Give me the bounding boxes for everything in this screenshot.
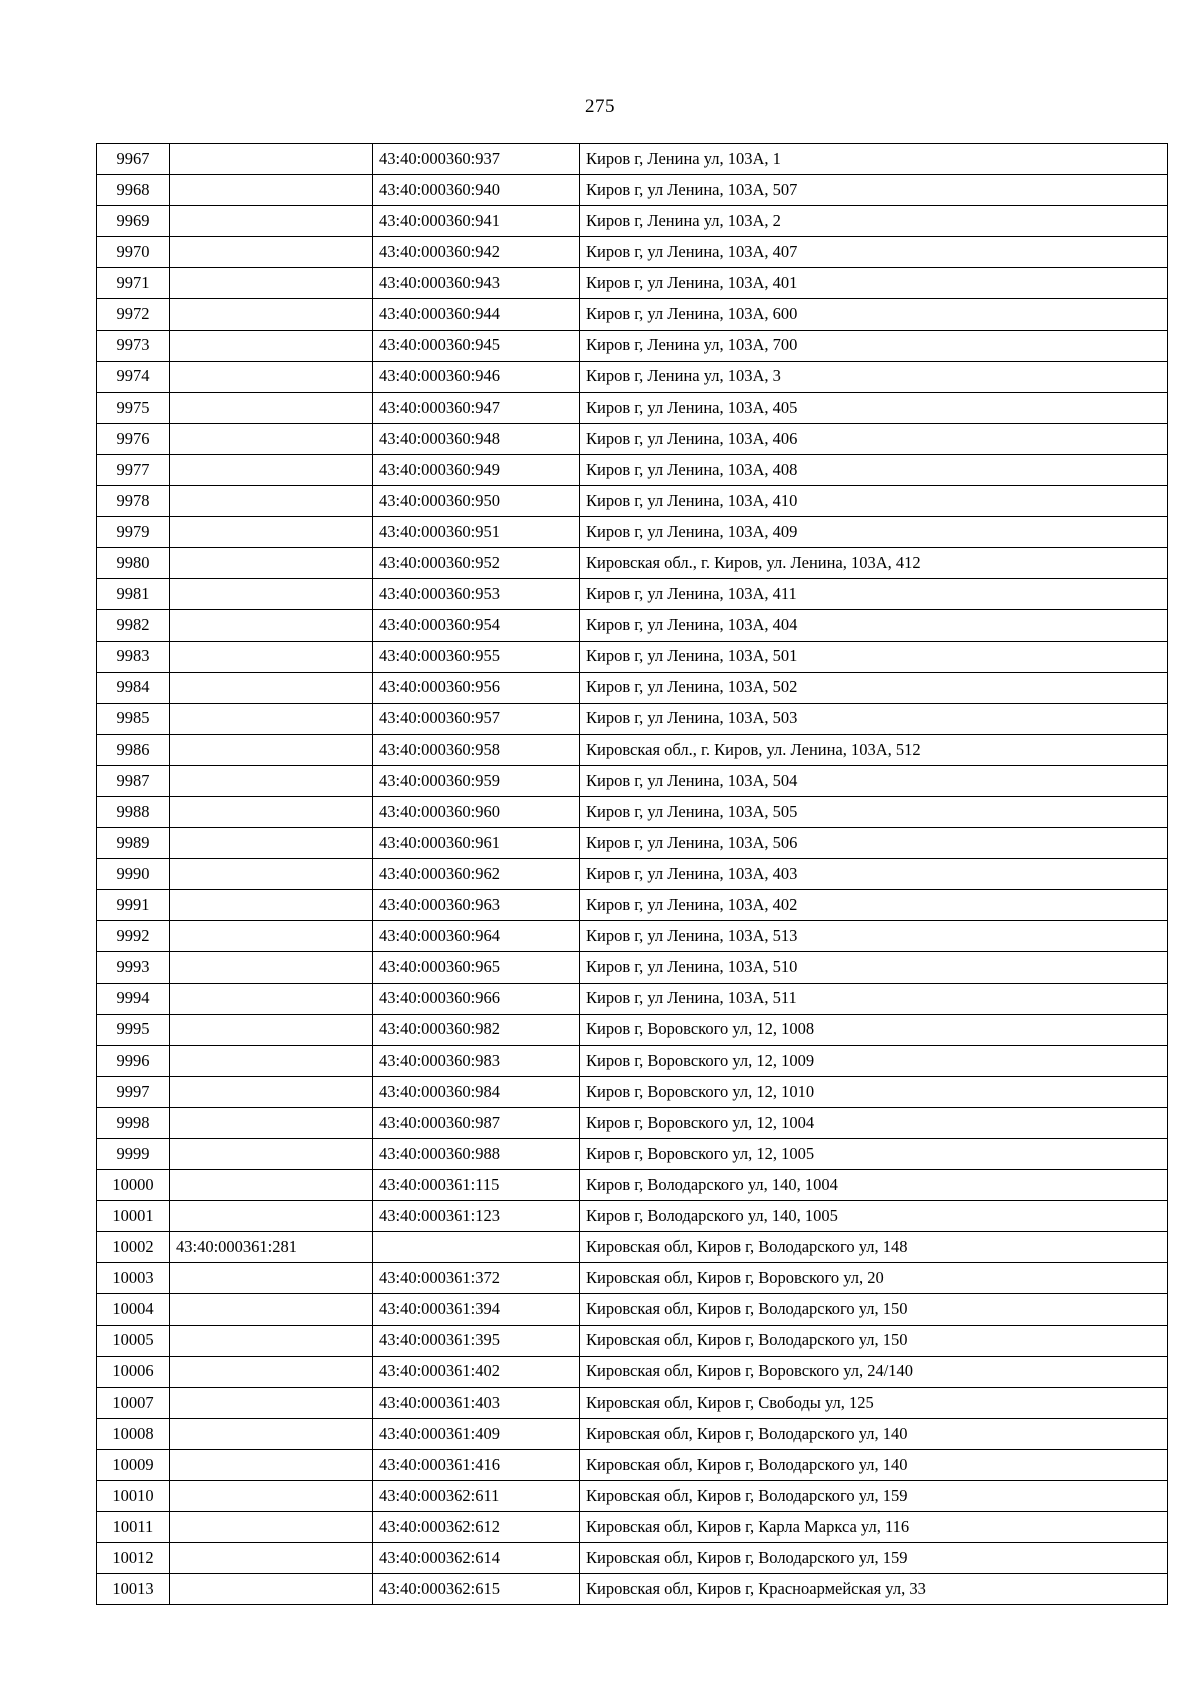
cadastral-number-b-cell: 43:40:000360:944 — [373, 299, 580, 330]
cadastral-number-a-cell — [170, 796, 373, 827]
row-number-cell: 9967 — [97, 144, 170, 175]
table-row — [97, 1139, 1168, 1170]
table-row — [97, 610, 1168, 641]
table-row — [97, 579, 1168, 610]
row-number-cell: 9977 — [97, 454, 170, 485]
address-cell: Киров г, ул Ленина, 103А, 410 — [580, 486, 1168, 517]
row-number-cell: 10011 — [97, 1512, 170, 1543]
cadastral-number-a-cell — [170, 423, 373, 454]
address-cell: Кировская обл, Киров г, Воровского ул, 24/140 — [580, 1356, 1168, 1387]
row-number-cell: 10006 — [97, 1356, 170, 1387]
table-row — [97, 1356, 1168, 1387]
row-number-cell: 10008 — [97, 1418, 170, 1449]
cadastral-number-b-cell: 43:40:000362:612 — [373, 1512, 580, 1543]
address-cell: Киров г, ул Ленина, 103А, 510 — [580, 952, 1168, 983]
cadastral-number-a-cell — [170, 890, 373, 921]
table-row — [97, 734, 1168, 765]
row-number-cell: 9971 — [97, 268, 170, 299]
cadastral-number-a-cell — [170, 1076, 373, 1107]
row-number-cell: 9969 — [97, 206, 170, 237]
table-row — [97, 175, 1168, 206]
cadastral-number-b-cell: 43:40:000360:947 — [373, 392, 580, 423]
table-row — [97, 361, 1168, 392]
row-number-cell: 9986 — [97, 734, 170, 765]
address-cell: Киров г, ул Ленина, 103А, 404 — [580, 610, 1168, 641]
address-cell: Киров г, ул Ленина, 103А, 405 — [580, 392, 1168, 423]
address-cell: Киров г, Ленина ул, 103А, 700 — [580, 330, 1168, 361]
cadastral-number-a-cell — [170, 921, 373, 952]
address-cell: Киров г, Воровского ул, 12, 1004 — [580, 1107, 1168, 1138]
cadastral-number-a-cell — [170, 1325, 373, 1356]
cadastral-number-b-cell: 43:40:000360:957 — [373, 703, 580, 734]
address-cell: Кировская обл, Киров г, Володарского ул, 148 — [580, 1232, 1168, 1263]
cadastral-number-a-cell — [170, 1387, 373, 1418]
cadastral-number-a-cell — [170, 1574, 373, 1605]
table-row — [97, 144, 1168, 175]
row-number-cell: 9995 — [97, 1014, 170, 1045]
cadastral-number-a-cell — [170, 517, 373, 548]
address-cell: Киров г, ул Ленина, 103А, 402 — [580, 890, 1168, 921]
cadastral-number-b-cell: 43:40:000360:945 — [373, 330, 580, 361]
cadastral-number-b-cell: 43:40:000360:943 — [373, 268, 580, 299]
table-row — [97, 330, 1168, 361]
row-number-cell: 9981 — [97, 579, 170, 610]
cadastral-number-b-cell: 43:40:000360:950 — [373, 486, 580, 517]
cadastral-number-b-cell: 43:40:000360:965 — [373, 952, 580, 983]
cadastral-number-a-cell: 43:40:000361:281 — [170, 1232, 373, 1263]
table-row — [97, 859, 1168, 890]
address-cell: Киров г, ул Ленина, 103А, 403 — [580, 859, 1168, 890]
row-number-cell: 10002 — [97, 1232, 170, 1263]
cadastral-number-a-cell — [170, 672, 373, 703]
address-cell: Киров г, ул Ленина, 103А, 501 — [580, 641, 1168, 672]
table-row — [97, 828, 1168, 859]
address-cell: Киров г, ул Ленина, 103А, 600 — [580, 299, 1168, 330]
cadastral-number-a-cell — [170, 641, 373, 672]
address-cell: Кировская обл., г. Киров, ул. Ленина, 103А, 512 — [580, 734, 1168, 765]
row-number-cell: 10000 — [97, 1170, 170, 1201]
address-cell: Киров г, ул Ленина, 103А, 502 — [580, 672, 1168, 703]
address-cell: Киров г, Воровского ул, 12, 1005 — [580, 1139, 1168, 1170]
table-row — [97, 392, 1168, 423]
cadastral-number-b-cell: 43:40:000360:956 — [373, 672, 580, 703]
cadastral-number-b-cell: 43:40:000361:402 — [373, 1356, 580, 1387]
cadastral-number-b-cell: 43:40:000360:952 — [373, 548, 580, 579]
cadastral-number-a-cell — [170, 1107, 373, 1138]
row-number-cell: 9994 — [97, 983, 170, 1014]
address-cell: Киров г, ул Ленина, 103А, 408 — [580, 454, 1168, 485]
row-number-cell: 9984 — [97, 672, 170, 703]
row-number-cell: 9983 — [97, 641, 170, 672]
table-row — [97, 548, 1168, 579]
row-number-cell: 10012 — [97, 1543, 170, 1574]
row-number-cell: 9992 — [97, 921, 170, 952]
address-cell: Киров г, ул Ленина, 103А, 507 — [580, 175, 1168, 206]
table-row — [97, 423, 1168, 454]
row-number-cell: 10003 — [97, 1263, 170, 1294]
cadastral-number-a-cell — [170, 1543, 373, 1574]
table-row — [97, 1387, 1168, 1418]
table-row — [97, 1325, 1168, 1356]
cadastral-number-a-cell — [170, 983, 373, 1014]
address-cell: Киров г, ул Ленина, 103А, 511 — [580, 983, 1168, 1014]
table-row — [97, 268, 1168, 299]
table-row — [97, 921, 1168, 952]
table-row — [97, 1574, 1168, 1605]
address-cell: Кировская обл, Киров г, Володарского ул, 140 — [580, 1418, 1168, 1449]
table-row — [97, 1418, 1168, 1449]
table-row — [97, 1045, 1168, 1076]
cadastral-number-b-cell: 43:40:000361:395 — [373, 1325, 580, 1356]
cadastral-number-b-cell: 43:40:000361:394 — [373, 1294, 580, 1325]
row-number-cell: 10004 — [97, 1294, 170, 1325]
address-cell: Кировская обл, Киров г, Володарского ул, 150 — [580, 1294, 1168, 1325]
address-cell: Киров г, ул Ленина, 103А, 409 — [580, 517, 1168, 548]
cadastral-number-a-cell — [170, 548, 373, 579]
row-number-cell: 9972 — [97, 299, 170, 330]
cadastral-number-a-cell — [170, 734, 373, 765]
page-number: 275 — [585, 96, 615, 117]
address-cell: Кировская обл, Киров г, Карла Маркса ул, 116 — [580, 1512, 1168, 1543]
table-row — [97, 1014, 1168, 1045]
row-number-cell: 9989 — [97, 828, 170, 859]
cadastral-number-a-cell — [170, 486, 373, 517]
cadastral-number-a-cell — [170, 610, 373, 641]
cadastral-number-a-cell — [170, 765, 373, 796]
table-row — [97, 486, 1168, 517]
table-row — [97, 1512, 1168, 1543]
cadastral-number-b-cell: 43:40:000360:984 — [373, 1076, 580, 1107]
cadastral-number-a-cell — [170, 1512, 373, 1543]
table-row — [97, 1201, 1168, 1232]
address-cell: Киров г, Ленина ул, 103А, 1 — [580, 144, 1168, 175]
cadastral-number-b-cell: 43:40:000361:115 — [373, 1170, 580, 1201]
row-number-cell: 10009 — [97, 1449, 170, 1480]
cadastral-number-a-cell — [170, 330, 373, 361]
row-number-cell: 9987 — [97, 765, 170, 796]
cadastral-number-a-cell — [170, 859, 373, 890]
row-number-cell: 10001 — [97, 1201, 170, 1232]
cadastral-number-b-cell: 43:40:000360:966 — [373, 983, 580, 1014]
registry-table — [96, 143, 1168, 1605]
address-cell: Кировская обл, Киров г, Красноармейская ул, 33 — [580, 1574, 1168, 1605]
cadastral-number-b-cell: 43:40:000361:372 — [373, 1263, 580, 1294]
address-cell: Киров г, ул Ленина, 103А, 506 — [580, 828, 1168, 859]
cadastral-number-a-cell — [170, 1418, 373, 1449]
row-number-cell: 9999 — [97, 1139, 170, 1170]
cadastral-number-b-cell: 43:40:000360:949 — [373, 454, 580, 485]
table-row — [97, 952, 1168, 983]
row-number-cell: 9998 — [97, 1107, 170, 1138]
cadastral-number-a-cell — [170, 579, 373, 610]
table-row — [97, 1481, 1168, 1512]
cadastral-number-a-cell — [170, 1449, 373, 1480]
cadastral-number-a-cell — [170, 703, 373, 734]
table-row — [97, 796, 1168, 827]
address-cell: Киров г, ул Ленина, 103А, 503 — [580, 703, 1168, 734]
row-number-cell: 10010 — [97, 1481, 170, 1512]
cadastral-number-a-cell — [170, 392, 373, 423]
row-number-cell: 9988 — [97, 796, 170, 827]
table-row — [97, 641, 1168, 672]
cadastral-number-b-cell: 43:40:000360:958 — [373, 734, 580, 765]
table-row — [97, 983, 1168, 1014]
cadastral-number-a-cell — [170, 1201, 373, 1232]
cadastral-number-a-cell — [170, 1481, 373, 1512]
address-cell: Киров г, Воровского ул, 12, 1010 — [580, 1076, 1168, 1107]
address-cell: Киров г, ул Ленина, 103А, 504 — [580, 765, 1168, 796]
address-cell: Киров г, Володарского ул, 140, 1004 — [580, 1170, 1168, 1201]
row-number-cell: 9976 — [97, 423, 170, 454]
row-number-cell: 9968 — [97, 175, 170, 206]
cadastral-number-a-cell — [170, 144, 373, 175]
address-cell: Кировская обл, Киров г, Володарского ул, 140 — [580, 1449, 1168, 1480]
address-cell: Кировская обл, Киров г, Воровского ул, 20 — [580, 1263, 1168, 1294]
address-cell: Кировская обл, Киров г, Володарского ул, 150 — [580, 1325, 1168, 1356]
row-number-cell: 10007 — [97, 1387, 170, 1418]
row-number-cell: 9996 — [97, 1045, 170, 1076]
cadastral-number-b-cell: 43:40:000362:614 — [373, 1543, 580, 1574]
cadastral-number-b-cell: 43:40:000360:948 — [373, 423, 580, 454]
table-row — [97, 1232, 1168, 1263]
table-row — [97, 1107, 1168, 1138]
cadastral-number-a-cell — [170, 237, 373, 268]
row-number-cell: 9980 — [97, 548, 170, 579]
row-number-cell: 9970 — [97, 237, 170, 268]
cadastral-number-b-cell: 43:40:000361:403 — [373, 1387, 580, 1418]
cadastral-number-b-cell: 43:40:000360:964 — [373, 921, 580, 952]
cadastral-number-b-cell: 43:40:000361:409 — [373, 1418, 580, 1449]
row-number-cell: 9978 — [97, 486, 170, 517]
cadastral-number-a-cell — [170, 1294, 373, 1325]
row-number-cell: 9982 — [97, 610, 170, 641]
address-cell: Киров г, Воровского ул, 12, 1009 — [580, 1045, 1168, 1076]
cadastral-number-a-cell — [170, 1045, 373, 1076]
row-number-cell: 10005 — [97, 1325, 170, 1356]
address-cell: Кировская обл, Киров г, Свободы ул, 125 — [580, 1387, 1168, 1418]
table-row — [97, 765, 1168, 796]
address-cell: Киров г, ул Ленина, 103А, 411 — [580, 579, 1168, 610]
cadastral-number-b-cell — [373, 1232, 580, 1263]
row-number-cell: 9975 — [97, 392, 170, 423]
cadastral-number-b-cell: 43:40:000360:962 — [373, 859, 580, 890]
cadastral-number-a-cell — [170, 952, 373, 983]
cadastral-number-b-cell: 43:40:000360:988 — [373, 1139, 580, 1170]
table-body — [97, 144, 1168, 1605]
cadastral-number-a-cell — [170, 454, 373, 485]
cadastral-number-b-cell: 43:40:000360:953 — [373, 579, 580, 610]
cadastral-number-b-cell: 43:40:000360:959 — [373, 765, 580, 796]
row-number-cell: 9974 — [97, 361, 170, 392]
row-number-cell: 9979 — [97, 517, 170, 548]
row-number-cell: 10013 — [97, 1574, 170, 1605]
table-row — [97, 206, 1168, 237]
address-cell: Кировская обл., г. Киров, ул. Ленина, 103А, 412 — [580, 548, 1168, 579]
cadastral-number-b-cell: 43:40:000360:954 — [373, 610, 580, 641]
address-cell: Киров г, ул Ленина, 103А, 513 — [580, 921, 1168, 952]
cadastral-number-b-cell: 43:40:000360:963 — [373, 890, 580, 921]
cadastral-number-a-cell — [170, 206, 373, 237]
address-cell: Кировская обл, Киров г, Володарского ул, 159 — [580, 1481, 1168, 1512]
cadastral-number-a-cell — [170, 828, 373, 859]
row-number-cell: 9985 — [97, 703, 170, 734]
cadastral-number-b-cell: 43:40:000362:611 — [373, 1481, 580, 1512]
cadastral-number-a-cell — [170, 1263, 373, 1294]
cadastral-number-b-cell: 43:40:000360:946 — [373, 361, 580, 392]
table-row — [97, 703, 1168, 734]
table-row — [97, 1449, 1168, 1480]
cadastral-number-a-cell — [170, 268, 373, 299]
address-cell: Киров г, Ленина ул, 103А, 2 — [580, 206, 1168, 237]
cadastral-number-b-cell: 43:40:000360:961 — [373, 828, 580, 859]
cadastral-number-b-cell: 43:40:000361:416 — [373, 1449, 580, 1480]
cadastral-number-b-cell: 43:40:000360:940 — [373, 175, 580, 206]
table-row — [97, 672, 1168, 703]
cadastral-number-b-cell: 43:40:000360:983 — [373, 1045, 580, 1076]
cadastral-number-b-cell: 43:40:000360:951 — [373, 517, 580, 548]
row-number-cell: 9973 — [97, 330, 170, 361]
address-cell: Киров г, ул Ленина, 103А, 406 — [580, 423, 1168, 454]
cadastral-number-b-cell: 43:40:000360:987 — [373, 1107, 580, 1138]
address-cell: Кировская обл, Киров г, Володарского ул, 159 — [580, 1543, 1168, 1574]
table-row — [97, 454, 1168, 485]
cadastral-number-b-cell: 43:40:000360:937 — [373, 144, 580, 175]
row-number-cell: 9997 — [97, 1076, 170, 1107]
address-cell: Киров г, ул Ленина, 103А, 505 — [580, 796, 1168, 827]
cadastral-number-a-cell — [170, 1139, 373, 1170]
cadastral-number-b-cell: 43:40:000360:942 — [373, 237, 580, 268]
table-row — [97, 1543, 1168, 1574]
cadastral-number-b-cell: 43:40:000361:123 — [373, 1201, 580, 1232]
row-number-cell: 9990 — [97, 859, 170, 890]
cadastral-number-a-cell — [170, 1170, 373, 1201]
cadastral-number-b-cell: 43:40:000360:960 — [373, 796, 580, 827]
table-row — [97, 890, 1168, 921]
address-cell: Киров г, ул Ленина, 103А, 401 — [580, 268, 1168, 299]
address-cell: Киров г, Ленина ул, 103А, 3 — [580, 361, 1168, 392]
address-cell: Киров г, Воровского ул, 12, 1008 — [580, 1014, 1168, 1045]
table-row — [97, 1263, 1168, 1294]
cadastral-number-b-cell: 43:40:000362:615 — [373, 1574, 580, 1605]
cadastral-number-a-cell — [170, 299, 373, 330]
cadastral-number-a-cell — [170, 1014, 373, 1045]
table-row — [97, 237, 1168, 268]
cadastral-number-b-cell: 43:40:000360:941 — [373, 206, 580, 237]
table-row — [97, 1076, 1168, 1107]
row-number-cell: 9993 — [97, 952, 170, 983]
table-row — [97, 299, 1168, 330]
cadastral-number-a-cell — [170, 361, 373, 392]
address-cell: Киров г, ул Ленина, 103А, 407 — [580, 237, 1168, 268]
cadastral-number-a-cell — [170, 1356, 373, 1387]
cadastral-number-a-cell — [170, 175, 373, 206]
table-row — [97, 517, 1168, 548]
table-row — [97, 1294, 1168, 1325]
cadastral-number-b-cell: 43:40:000360:955 — [373, 641, 580, 672]
cadastral-number-b-cell: 43:40:000360:982 — [373, 1014, 580, 1045]
address-cell: Киров г, Володарского ул, 140, 1005 — [580, 1201, 1168, 1232]
table-row — [97, 1170, 1168, 1201]
row-number-cell: 9991 — [97, 890, 170, 921]
